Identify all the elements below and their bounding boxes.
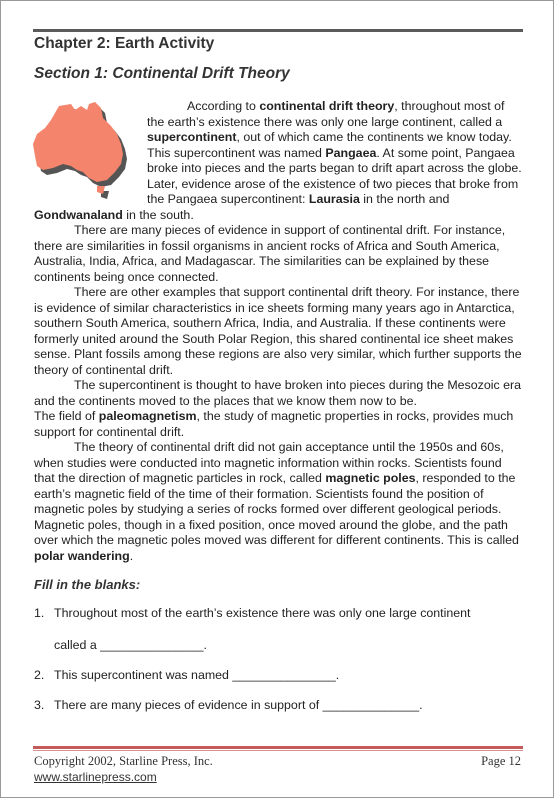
paragraph-3: There are other examples that support continental drift theory. For instance, there is evidence of similar characteristics in ice sheets forming many years ago in Antarctica, southern South America, southern Africa, India, and Australia. If these continents were formerly united around the South Polar Region, this shared continental ice sheet makes sense. Plant fossils among these regions are also very similar, which further supports the theory of continental drift.	[34, 285, 522, 377]
copyright-text: Copyright 2002, Starline Press, Inc.	[34, 754, 213, 768]
question-1-line-2: called a _______________.	[54, 638, 207, 652]
footer-divider	[33, 746, 523, 749]
p1-text: in the south.	[122, 207, 194, 222]
paragraph-5	[34, 409, 524, 440]
question-number: 3.	[34, 698, 45, 712]
paragraph-6	[34, 440, 524, 564]
p1-text: According to	[187, 99, 260, 113]
paragraph-4: The supercontinent is thought to have broken into pieces during the Mesozoic era and the continents moved to the places that we know them now to be.	[34, 378, 522, 408]
question-text: There are many pieces of evidence in support of ______________.	[54, 698, 423, 712]
term-supercontinent: supercontinent	[147, 130, 237, 144]
question-text: This supercontinent was named _______________.	[54, 668, 340, 682]
top-divider	[33, 29, 523, 32]
question-number: 1.	[34, 606, 45, 620]
footer-divider-thin	[33, 750, 523, 751]
exercise-title: Fill in the blanks:	[34, 577, 141, 592]
article-body	[34, 99, 524, 564]
paragraph-2: There are many pieces of evidence in support of continental drift. For instance, there are similarities in fossil organisms in ancient rocks of Africa and South America, Australia, India, Africa, and Madagascar. The similarities can be explained by these continents being once connected.	[34, 223, 506, 284]
term-polar-wandering: polar wandering	[34, 548, 130, 563]
p1-text: , out of which came the continents we know today. This supercontinent was named	[147, 130, 512, 160]
p5-text: The field of	[34, 409, 99, 423]
p6-text: The theory of continental drift did not gain acceptance until the 1950s and 60s, when studies were conducted into magnetic information within rocks. Scientists found that the direction of magnetic particles in rock, called	[34, 440, 504, 485]
question-3	[34, 698, 423, 712]
question-1	[34, 606, 470, 620]
p6-text: , responded to the earth’s magnetic field of the time of their formation. Scientists found the position of magnetic poles by studying a series of rocks formed over different geological periods. Magnetic poles, though in a fixed position, once moved around the globe, and the path over which the magnetic poles moved was different for different continents. This is called	[34, 471, 519, 547]
term-laurasia: Laurasia	[308, 192, 360, 206]
section-title: Section 1: Continental Drift Theory	[34, 65, 290, 82]
question-number: 2.	[34, 668, 45, 682]
p1-text: . At some point, Pangaea broke into pieces and the parts began to drift apart across the globe. Later, evidence arose of the existence of two pieces that broke from the Pangaea supercontinent:	[147, 145, 522, 206]
question-text: Throughout most of the earth’s existence there was only one large continent	[54, 606, 471, 620]
page-number: Page 12	[481, 754, 521, 768]
term-pangaea: Pangaea	[325, 145, 377, 160]
chapter-title: Chapter 2: Earth Activity	[34, 35, 215, 52]
p6-text: .	[129, 548, 134, 563]
p5-text: , the study of magnetic properties in rocks, provides much support for continental drift.	[34, 409, 514, 439]
p1-text: , throughout most of the earth’s existence there was only one large continent, called a	[147, 99, 505, 129]
question-2	[34, 668, 339, 682]
term-magnetic-poles: magnetic poles	[325, 471, 416, 485]
website-link[interactable]: www.starlinepress.com	[34, 770, 157, 784]
term-paleomagnetism: paleomagnetism	[98, 409, 197, 423]
term-gondwanaland: Gondwanaland	[34, 207, 123, 222]
term-continental-drift-theory: continental drift theory	[259, 99, 395, 113]
p1-text: in the north and	[359, 192, 450, 206]
